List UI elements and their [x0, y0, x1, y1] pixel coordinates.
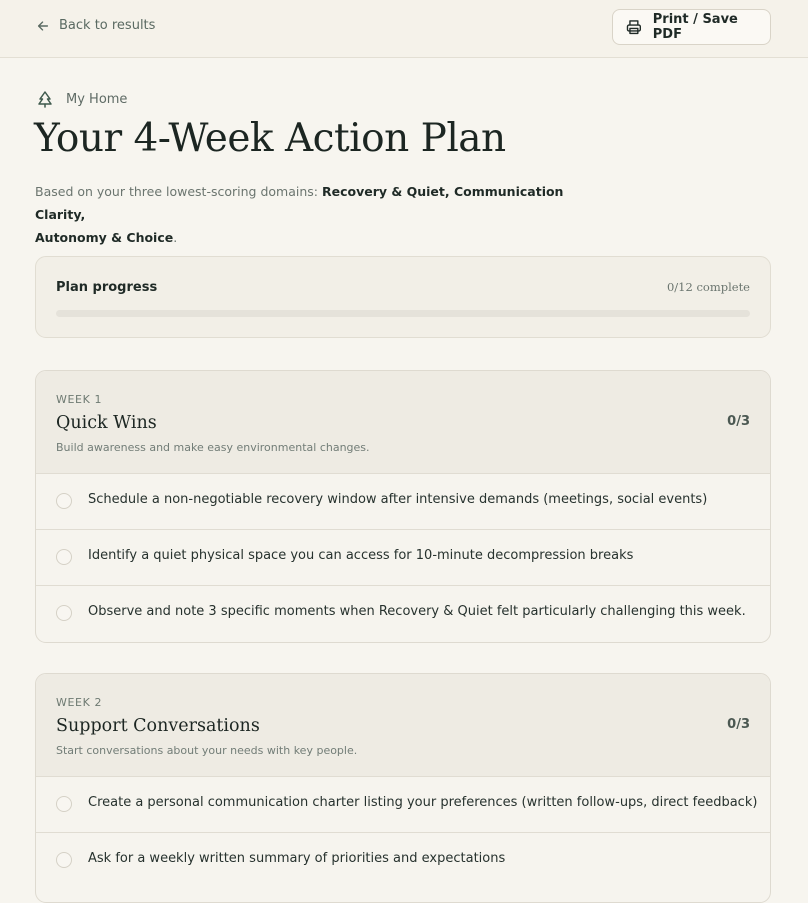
task-item[interactable] — [36, 833, 770, 889]
task-checkbox[interactable] — [56, 549, 72, 565]
breadcrumb-label: My Home — [66, 92, 128, 107]
arrow-left-icon — [36, 19, 50, 33]
plan-progress-card — [35, 256, 771, 338]
task-item[interactable] — [36, 474, 770, 530]
tree-icon — [36, 90, 54, 109]
subtitle-suffix: . — [173, 230, 178, 245]
task-checkbox[interactable] — [56, 796, 72, 812]
domain-list-line-2: Autonomy & Choice — [35, 230, 174, 245]
task-item[interactable] — [36, 586, 770, 642]
week-task-count: 0/3 — [727, 414, 750, 429]
week-card-2 — [35, 673, 771, 903]
top-bar — [0, 0, 808, 58]
week-description: Build awareness and make easy environmental changes. — [56, 441, 370, 454]
task-text: Identify a quiet physical space you can access for 10-minute decompression breaks — [88, 548, 634, 563]
week-task-count: 0/3 — [727, 717, 750, 732]
task-text: Ask for a weekly written summary of priorities and expectations — [88, 851, 506, 866]
task-item[interactable] — [36, 530, 770, 586]
task-checkbox[interactable] — [56, 605, 72, 621]
task-text: Schedule a non-negotiable recovery window after intensive demands (meetings, social events) — [88, 492, 708, 507]
progress-label: Plan progress — [56, 280, 158, 295]
week-header — [36, 674, 770, 777]
subtitle-prefix: Based on your three lowest-scoring domains: — [35, 184, 322, 199]
week-header — [36, 371, 770, 474]
print-label: Print / Save PDF — [652, 12, 738, 42]
back-to-results-link[interactable] — [36, 18, 155, 33]
task-text: Observe and note 3 specific moments when Recovery & Quiet felt particularly challenging this week. — [88, 604, 746, 619]
progress-bar — [56, 310, 750, 317]
print-save-pdf-button[interactable] — [612, 9, 771, 45]
task-checkbox[interactable] — [56, 852, 72, 868]
week-title: Support Conversations — [56, 716, 260, 736]
progress-count: 0/12 complete — [666, 280, 750, 294]
week-kicker: WEEK 2 — [56, 696, 103, 709]
task-checkbox[interactable] — [56, 493, 72, 509]
week-kicker: WEEK 1 — [56, 393, 103, 406]
task-text: Create a personal communication charter listing your preferences (written follow-ups, direct feedback) — [88, 795, 758, 810]
back-label: Back to results — [59, 18, 156, 33]
breadcrumb — [36, 90, 127, 109]
page-subtitle — [35, 180, 595, 249]
printer-icon — [626, 19, 642, 35]
week-description: Start conversations about your needs with key people. — [56, 744, 358, 757]
domain-list-line-1: Recovery & Quiet, Communication Clarity, — [35, 184, 564, 222]
week-card-1 — [35, 370, 771, 643]
page-title: Your 4-Week Action Plan — [34, 116, 506, 161]
task-item[interactable] — [36, 777, 770, 833]
week-title: Quick Wins — [56, 413, 157, 433]
